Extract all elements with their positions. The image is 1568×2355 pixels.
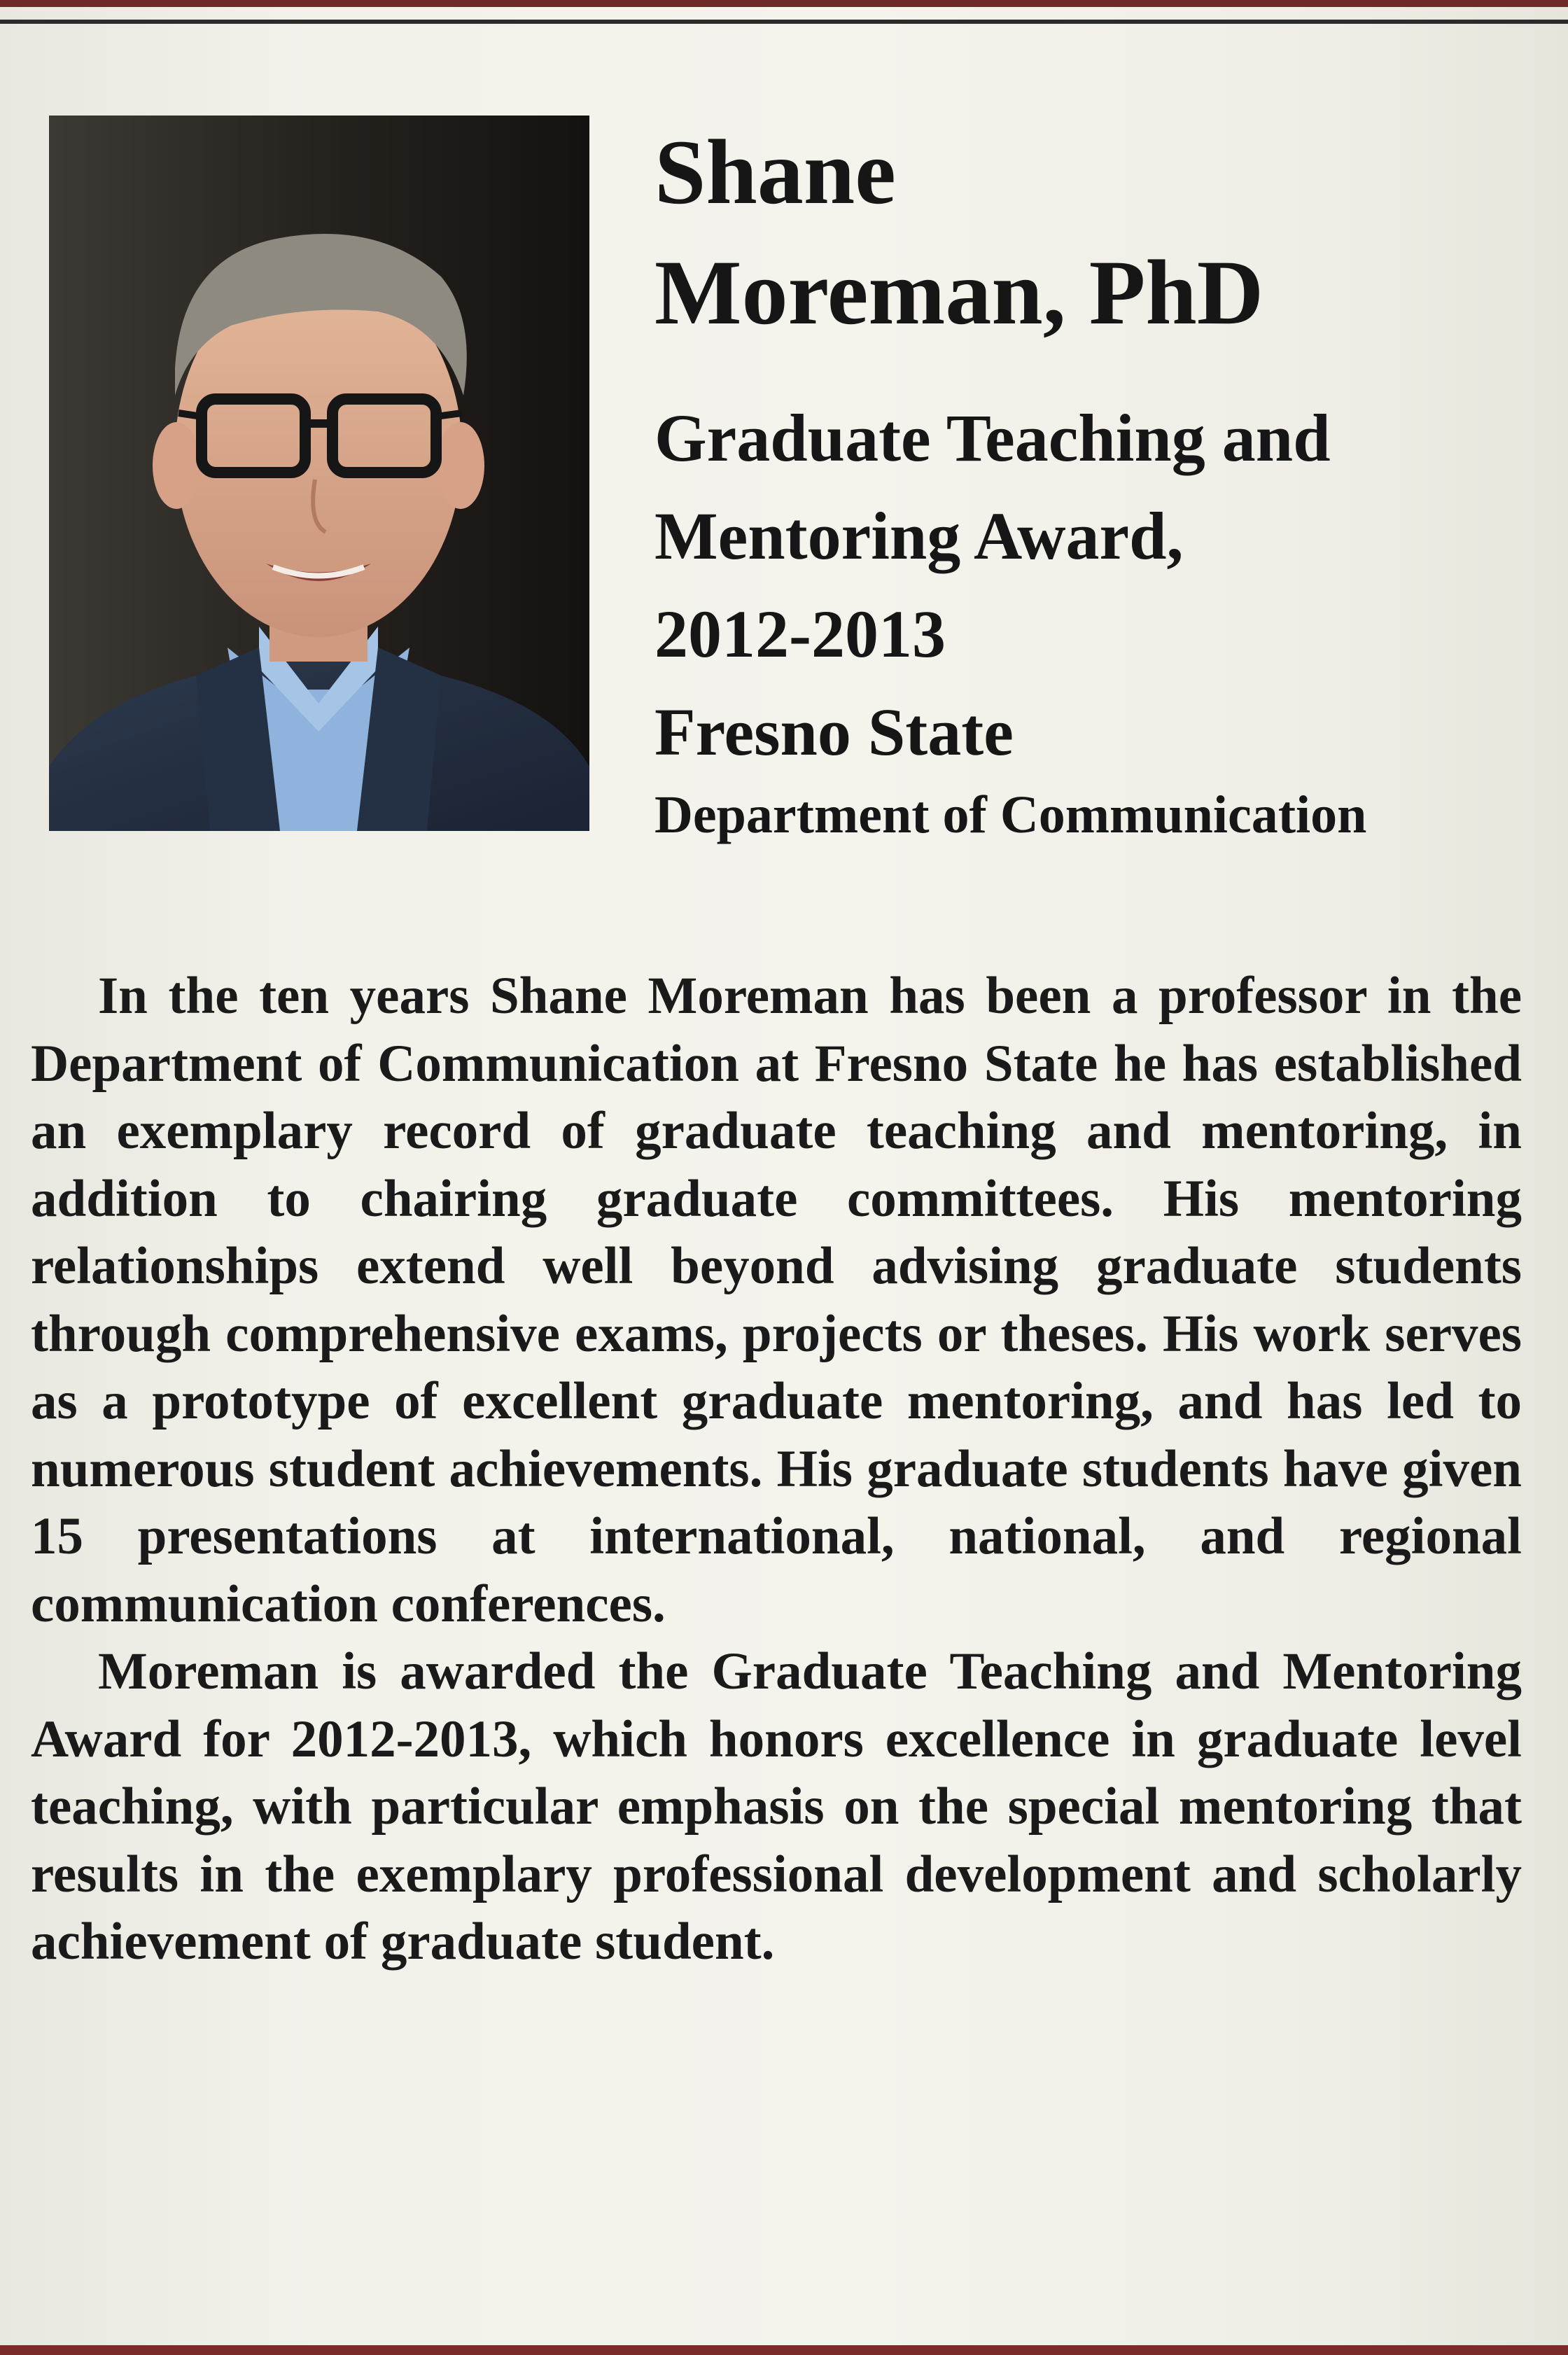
citation-text: [31, 963, 1522, 1976]
portrait-illustration: [49, 116, 589, 831]
institution-name: Fresno State: [654, 694, 1014, 769]
top-border: [0, 0, 1568, 7]
award-title-line2: Mentoring Award,: [654, 498, 1184, 573]
honoree-name-first: Shane: [654, 120, 896, 223]
citation-paragraph-2: Moreman is awarded the Graduate Teaching and Mentoring Award for 2012-2013, which honors excellence in graduate level teaching, with particular emphasis on the special mentoring that results in the exemplary professional development and scholarly achievement of graduate student.: [31, 1642, 1522, 1971]
award-years: 2012-2013: [654, 596, 946, 671]
honoree-name-last: Moreman, PhD: [654, 241, 1264, 344]
citation-paragraph-1: In the ten years Shane Moreman has been a professor in the Department of Communication at Fresno State he has established an exemplary record of graduate teaching and mentoring, in addition to chairing graduate committees. His mentoring relationships extend well beyond advising graduate students through comprehensive exams, projects or theses. His work serves as a prototype of excellent graduate mentoring, and has led to numerous student achievements. His graduate students have given 15 presentations at international, national, and regional communication conferences.: [31, 967, 1522, 1633]
portrait-photo: [49, 116, 589, 831]
top-divider: [0, 20, 1568, 24]
department-name: Department of Communication: [654, 785, 1367, 844]
honoree-header: [654, 112, 1522, 848]
bottom-border: [0, 2345, 1568, 2355]
award-title-line1: Graduate Teaching and: [654, 400, 1331, 475]
